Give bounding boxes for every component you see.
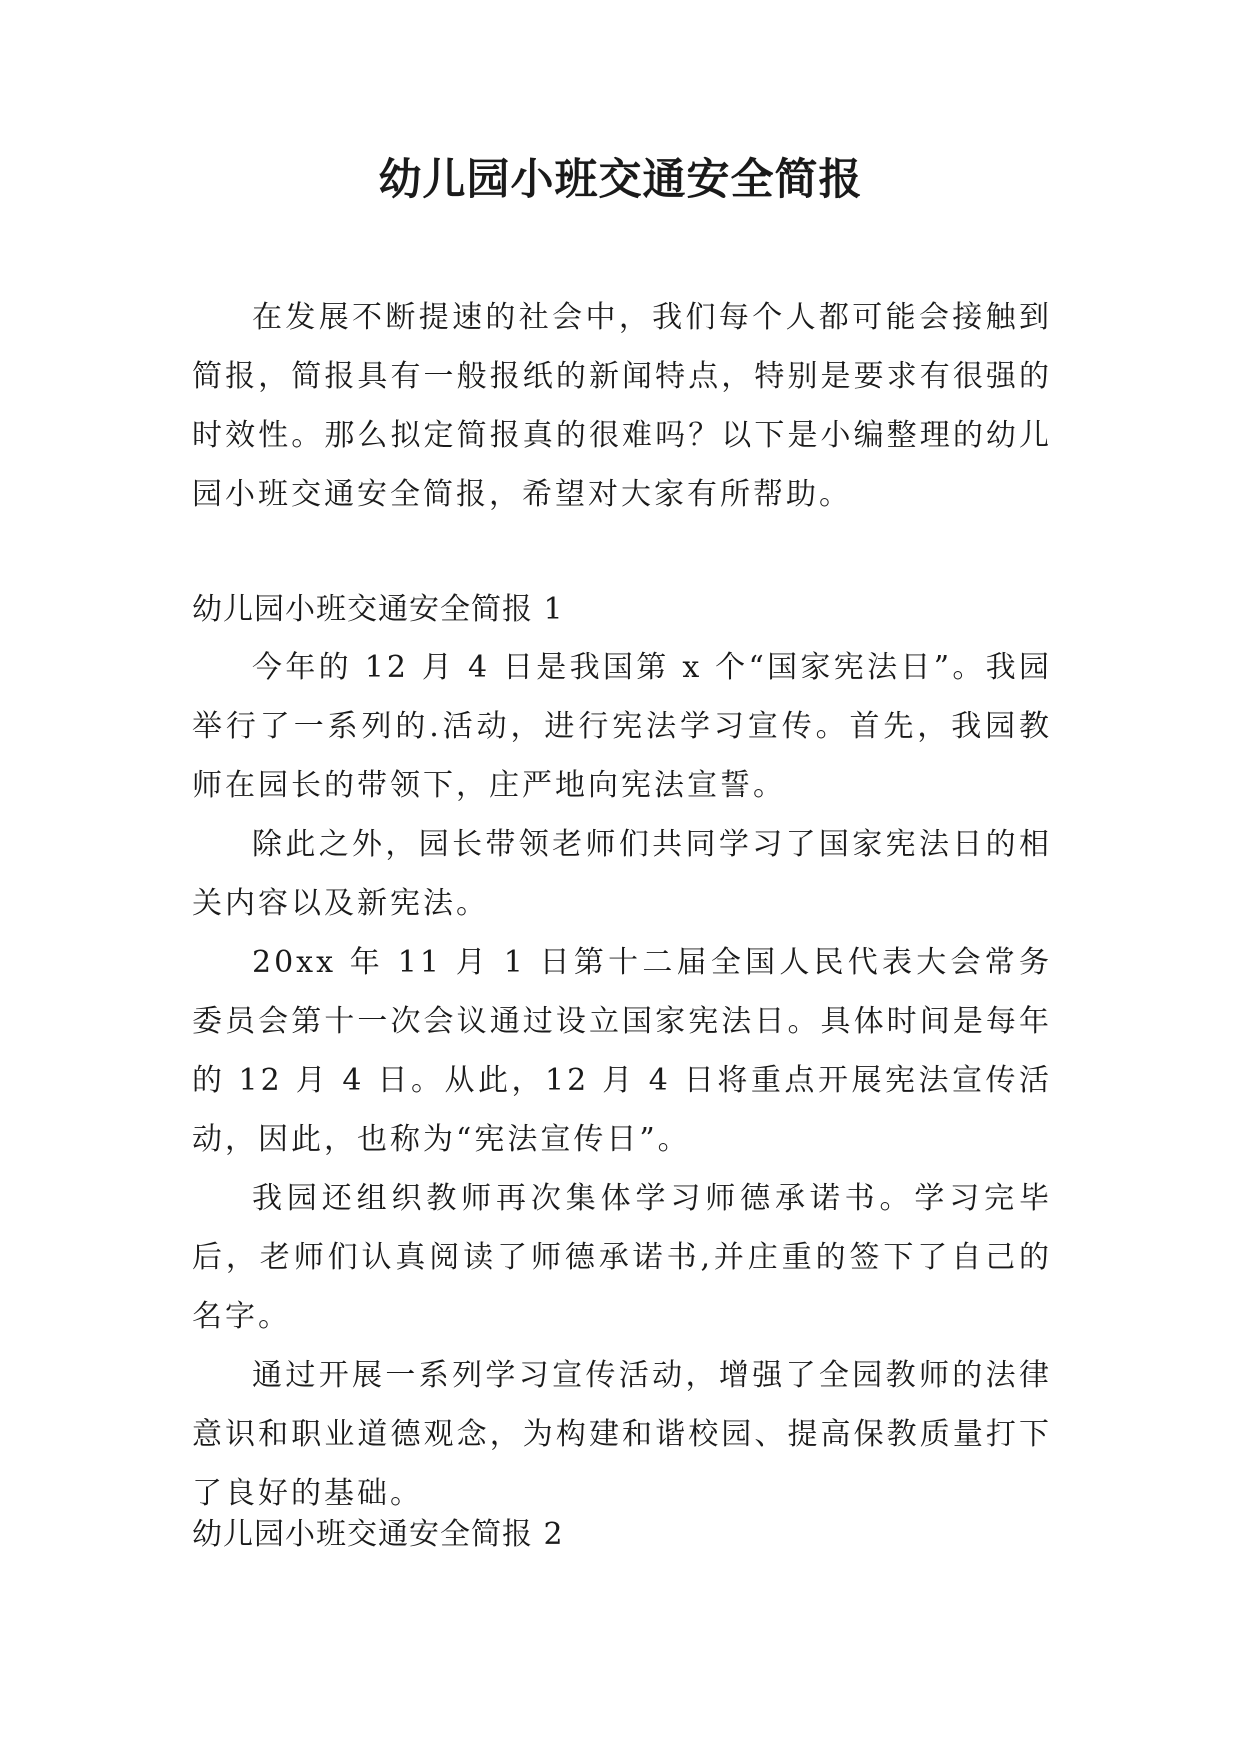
intro-paragraph: 在发展不断提速的社会中，我们每个人都可能会接触到简报，简报具有一般报纸的新闻特点，特别是要求有很强的时效性。那么拟定简报真的很难吗？以下是小编整理的幼儿园小班交通安全简报，希望对大家有所帮助。 (192, 300, 1052, 512)
section-1-paragraph-2: 除此之外，园长带领老师们共同学习了国家宪法日的相关内容以及新宪法。 (192, 827, 1052, 921)
document-title: 幼儿园小班交通安全简报 (378, 155, 863, 205)
section-2-heading: 幼儿园小班交通安全简报 2 (192, 1517, 564, 1552)
section-1-paragraph-5: 通过开展一系列学习宣传活动，增强了全园教师的法律意识和职业道德观念，为构建和谐校园、提高保教质量打下了良好的基础。 (192, 1358, 1052, 1511)
section-1-body (192, 638, 1052, 1523)
section-1-paragraph-1: 今年的 12 月 4 日是我国第 x 个“国家宪法日”。我园举行了一系列的.活动，进行宪法学习宣传。首先，我园教师在园长的带领下，庄严地向宪法宣誓。 (192, 650, 1052, 803)
section-1-paragraph-4: 我园还组织教师再次集体学习师德承诺书。学习完毕后，老师们认真阅读了师德承诺书,并庄重的签下了自己的名字。 (192, 1181, 1052, 1334)
section-1-heading: 幼儿园小班交通安全简报 1 (192, 592, 564, 627)
section-1-paragraph-3: 20xx 年 11 月 1 日第十二届全国人民代表大会常务委员会第十一次会议通过设立国家宪法日。具体时间是每年的 12 月 4 日。从此，12 月 4 日将重点开展宪法宣传活动，因此，也称为“宪法宣传日”。 (192, 945, 1052, 1157)
intro-block (192, 288, 1052, 524)
